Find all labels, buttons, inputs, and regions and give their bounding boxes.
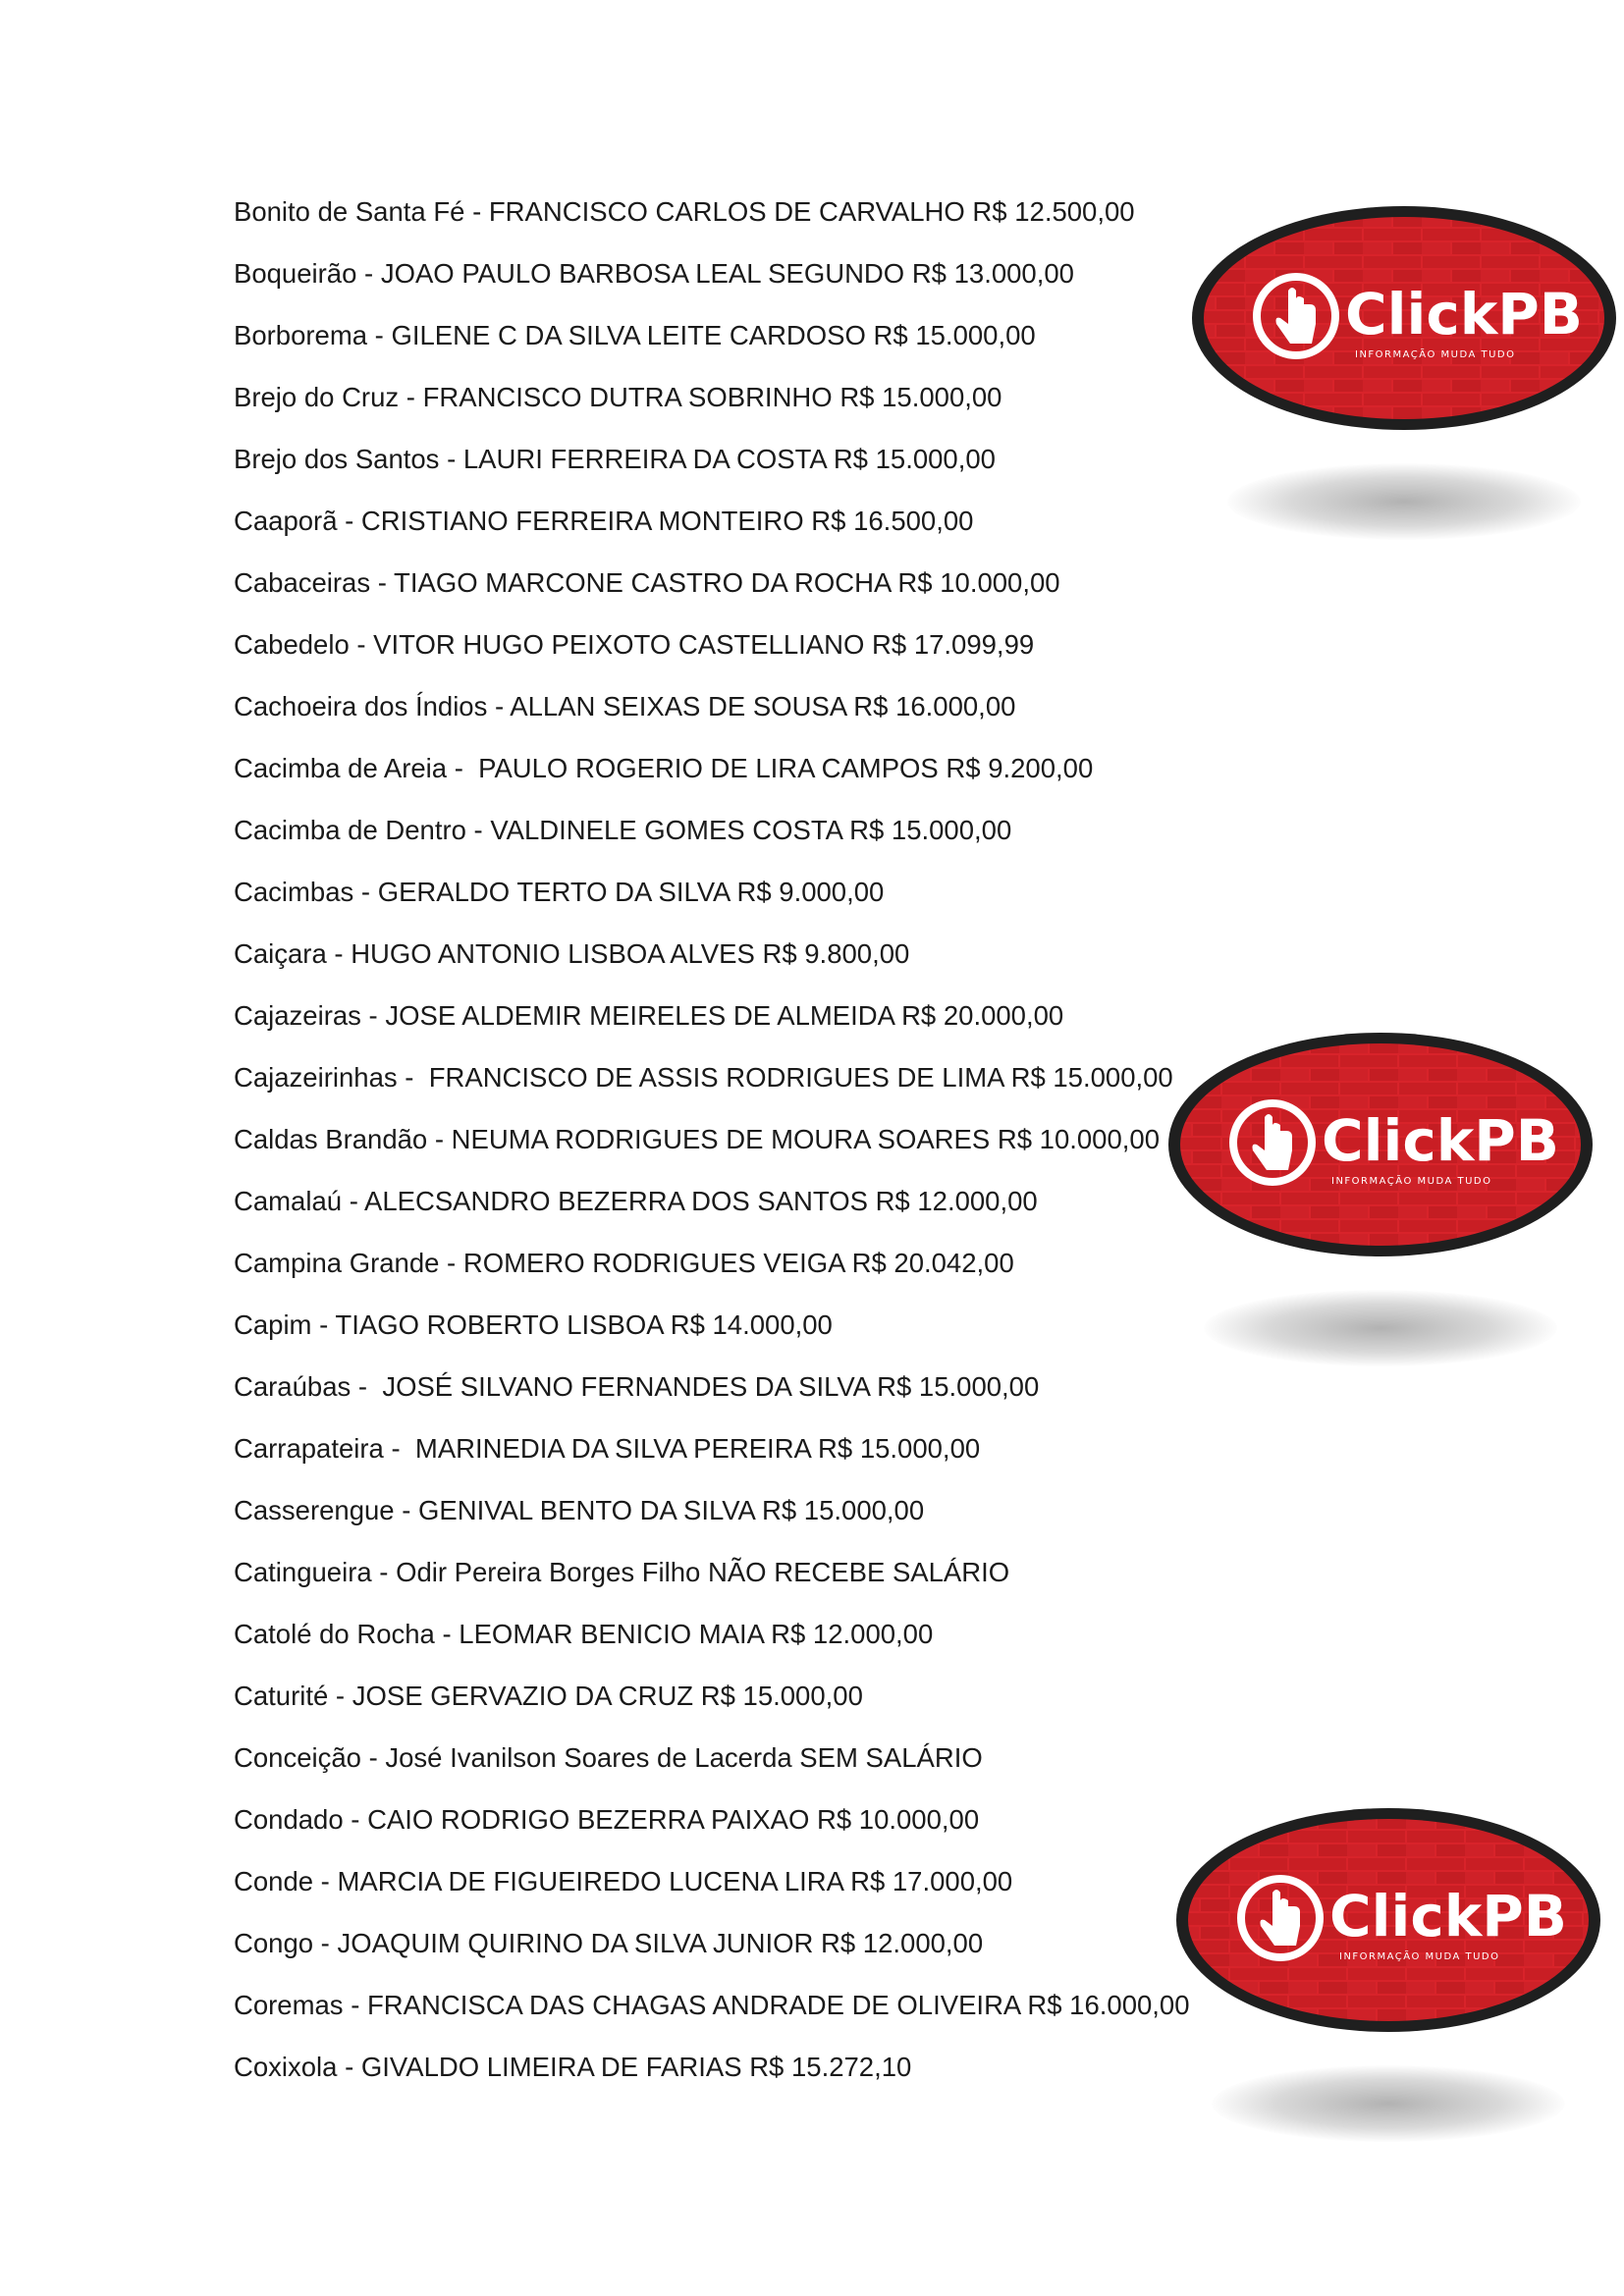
list-item: Condado - CAIO RODRIGO BEZERRA PAIXAO R$ 10.000,00 [234,1804,980,1835]
list-item: Cajazeiras - JOSE ALDEMIR MEIRELES DE ALMEIDA R$ 20.000,00 [234,1000,1064,1031]
list-item: Cachoeira dos Índios - ALLAN SEIXAS DE SOUSA R$ 16.000,00 [234,691,1016,721]
clickpb-logo-badge [1163,1027,1598,1262]
list-item: Congo - JOAQUIM QUIRINO DA SILVA JUNIOR R$ 12.000,00 [234,1928,984,1958]
list-item: Casserengue - GENIVAL BENTO DA SILVA R$ 15.000,00 [234,1495,925,1525]
logo-brand-text: ClickPB [1345,281,1583,347]
clickpb-logo [1170,1802,1606,2038]
list-item: Cacimba de Dentro - VALDINELE GOMES COSTA R$ 15.000,00 [234,815,1012,845]
list-item: Carrapateira - MARINEDIA DA SILVA PEREIRA R$ 15.000,00 [234,1433,981,1464]
list-item: Borborema - GILENE C DA SILVA LEITE CARDOSO R$ 15.000,00 [234,320,1036,350]
mayor-salary-list [234,192,1190,2109]
list-item: Coremas - FRANCISCA DAS CHAGAS ANDRADE DE OLIVEIRA R$ 16.000,00 [234,1990,1190,2020]
list-item: Cabedelo - VITOR HUGO PEIXOTO CASTELLIANO R$ 17.099,99 [234,629,1035,660]
clickpb-logo-badge [1170,1802,1606,2038]
clickpb-logo [1163,1027,1598,1262]
logo-shadow [1204,1290,1557,1366]
logo-brand-text: ClickPB [1329,1883,1567,1949]
list-item: Catolé do Rocha - LEOMAR BENICIO MAIA R$ 12.000,00 [234,1619,934,1649]
list-item: Cajazeirinhas - FRANCISCO DE ASSIS RODRIGUES DE LIMA R$ 15.000,00 [234,1062,1173,1093]
logo-tagline: INFORMAÇÃO MUDA TUDO [1355,349,1516,360]
list-item: Cacimbas - GERALDO TERTO DA SILVA R$ 9.000,00 [234,877,885,907]
list-item: Capim - TIAGO ROBERTO LISBOA R$ 14.000,00 [234,1309,833,1340]
list-item: Caturité - JOSE GERVAZIO DA CRUZ R$ 15.000,00 [234,1681,863,1711]
list-item: Campina Grande - ROMERO RODRIGUES VEIGA R$ 20.042,00 [234,1248,1014,1278]
list-item: Brejo do Cruz - FRANCISCO DUTRA SOBRINHO R$ 15.000,00 [234,382,1002,412]
list-item: Cacimba de Areia - PAULO ROGERIO DE LIRA CAMPOS R$ 9.200,00 [234,753,1094,783]
list-item: Conde - MARCIA DE FIGUEIREDO LUCENA LIRA R$ 17.000,00 [234,1866,1013,1896]
logo-tagline: INFORMAÇÃO MUDA TUDO [1331,1176,1492,1187]
list-item: Brejo dos Santos - LAURI FERREIRA DA COSTA R$ 15.000,00 [234,444,996,474]
list-item: Caiçara - HUGO ANTONIO LISBOA ALVES R$ 9.800,00 [234,938,910,969]
logo-shadow [1212,2065,1565,2142]
list-item: Camalaú - ALECSANDRO BEZERRA DOS SANTOS R$ 12.000,00 [234,1186,1038,1216]
list-item: Conceição - José Ivanilson Soares de Lacerda SEM SALÁRIO [234,1742,983,1773]
list-item: Caaporã - CRISTIANO FERREIRA MONTEIRO R$ 16.500,00 [234,506,974,536]
list-item: Caldas Brandão - NEUMA RODRIGUES DE MOURA SOARES R$ 10.000,00 [234,1124,1160,1154]
list-item: Caraúbas - JOSÉ SILVANO FERNANDES DA SILVA R$ 15.000,00 [234,1371,1040,1402]
logo-tagline: INFORMAÇÃO MUDA TUDO [1339,1951,1500,1962]
clickpb-logo-badge [1186,200,1622,436]
list-item: Coxixola - GIVALDO LIMEIRA DE FARIAS R$ 15.272,10 [234,2052,912,2082]
logo-shadow [1227,463,1581,540]
logo-brand-text: ClickPB [1322,1107,1559,1174]
list-item: Cabaceiras - TIAGO MARCONE CASTRO DA ROCHA R$ 10.000,00 [234,567,1060,598]
list-item: Boqueirão - JOAO PAULO BARBOSA LEAL SEGUNDO R$ 13.000,00 [234,258,1074,289]
list-item: Bonito de Santa Fé - FRANCISCO CARLOS DE CARVALHO R$ 12.500,00 [234,196,1135,227]
clickpb-logo [1186,200,1622,436]
list-item: Catingueira - Odir Pereira Borges Filho NÃO RECEBE SALÁRIO [234,1557,1010,1587]
